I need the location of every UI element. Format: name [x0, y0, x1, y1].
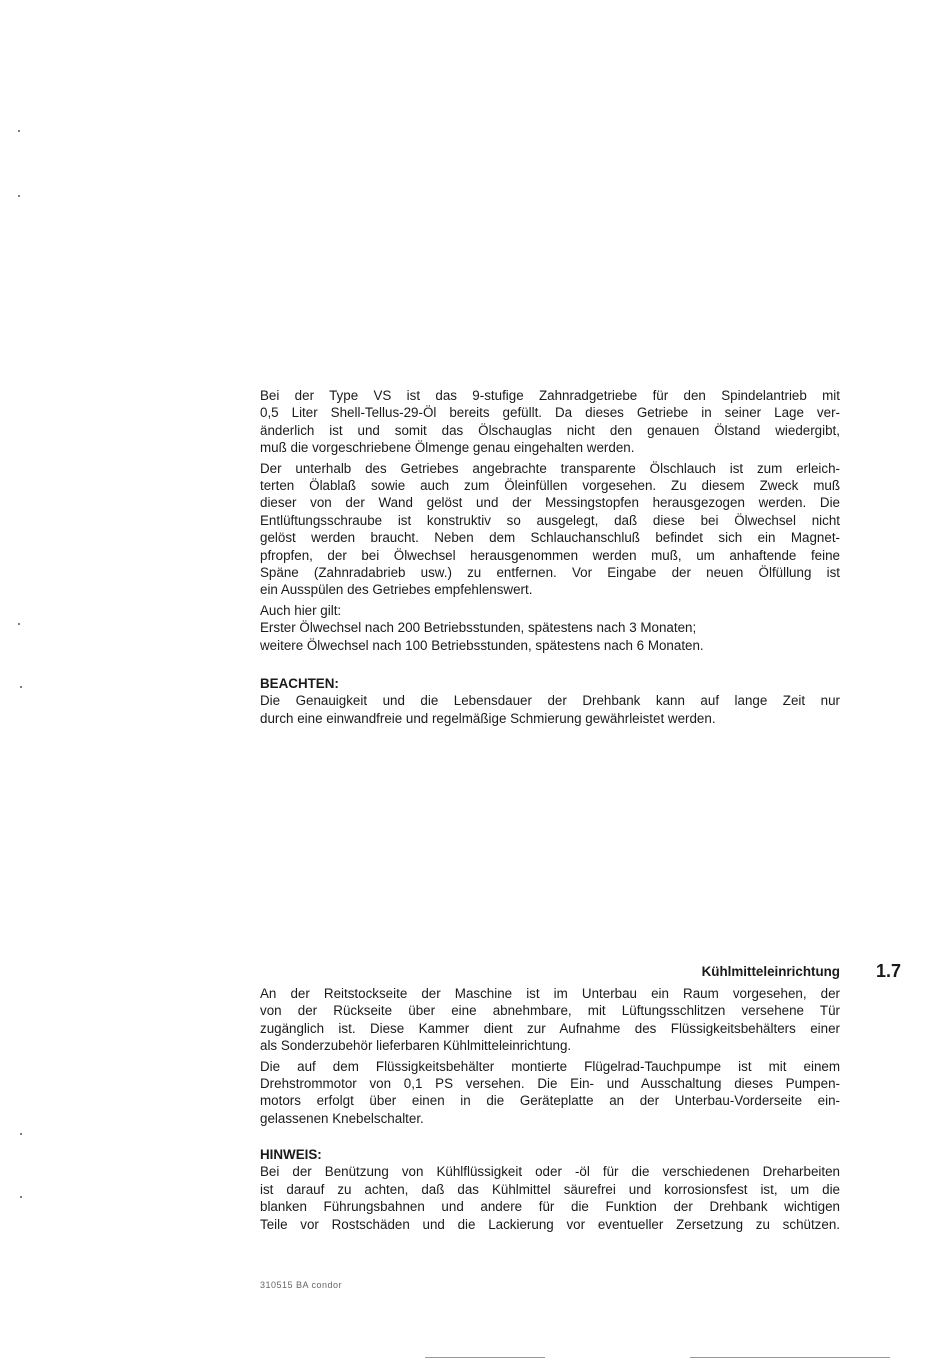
scan-speck	[20, 1196, 22, 1198]
note-block	[260, 675, 840, 727]
paragraph	[260, 387, 840, 457]
text-line: pfropfen, der bei Ölwechsel herausgenommen werden muß, um anhaftende feine	[260, 547, 840, 563]
text-line: als Sonderzubehör lieferbaren Kühlmitteleinrichtung.	[260, 1038, 572, 1054]
section-coolant	[260, 985, 840, 1127]
text-line: muß die vorgeschriebene Ölmenge genau eingehalten werden.	[260, 440, 635, 456]
text-line: Drehstrommotor von 0,1 PS versehen. Die Ein- und Ausschaltung dieses Pumpen-	[260, 1076, 840, 1092]
text-line: gelassenen Knebelschalter.	[260, 1110, 424, 1126]
text-line: Teile vor Rostschäden und die Lackierung vor eventueller Zersetzung zu schützen.	[260, 1216, 840, 1232]
text-line: ist darauf zu achten, daß das Kühlmittel säurefrei und korrosionsfest ist, um die	[260, 1181, 840, 1197]
text-line: änderlich ist und somit das Ölschauglas nicht den genauen Ölstand wiedergibt,	[260, 422, 840, 438]
text-line: Die auf dem Flüssigkeitsbehälter montierte Flügelrad-Tauchpumpe ist mit einem	[260, 1058, 840, 1074]
text-line: Bei der Benützung von Kühlflüssigkeit oder -öl für die verschiedenen Dreharbeiten	[260, 1164, 840, 1180]
text-line: Erster Ölwechsel nach 200 Betriebsstunden, spätestens nach 3 Monaten;	[260, 620, 697, 636]
text-line: dieser von der Wand gelöst und der Messingstopfen herausgezogen werden. Die	[260, 495, 840, 511]
hint-heading: HINWEIS:	[260, 1147, 322, 1162]
text-line: Späne (Zahnradabrieb usw.) zu entfernen. Vor Eingabe der neuen Ölfüllung ist	[260, 565, 840, 581]
scan-edge	[425, 1357, 545, 1358]
hint-block	[260, 1146, 840, 1233]
text-line: Entlüftungsschraube ist konstruktiv so ausgelegt, daß diese bei Ölwechsel nicht	[260, 512, 840, 528]
paragraph	[260, 985, 840, 1055]
text-line: Die Genauigkeit und die Lebensdauer der Drehbank kann auf lange Zeit nur	[260, 693, 840, 709]
scan-speck	[18, 195, 20, 197]
text-line: An der Reitstockseite der Maschine ist im Unterbau ein Raum vorgesehen, der	[260, 986, 840, 1001]
text-line: Der unterhalb des Getriebes angebrachte transparente Ölschlauch ist zum erleich-	[260, 460, 840, 476]
section-number: 1.7	[876, 961, 902, 981]
section-title: Kühlmitteleinrichtung	[701, 964, 840, 979]
footer-code: 310515 BA condor	[260, 1280, 343, 1290]
scan-speck	[20, 1133, 22, 1135]
text-line: weitere Ölwechsel nach 100 Betriebsstunden, spätestens nach 6 Monaten.	[260, 637, 704, 653]
text-line: Bei der Type VS ist das 9-stufige Zahnradgetriebe für den Spindelantrieb mit	[260, 388, 840, 403]
text-line: von der Rückseite über eine abnehmbare, mit Lüftungsschlitzen versehene Tür	[260, 1003, 840, 1019]
text-line: ein Ausspülen des Getriebes empfehlenswert.	[260, 582, 533, 598]
note-heading: BEACHTEN:	[260, 676, 339, 691]
text-line: 0,5 Liter Shell-Tellus-29-Öl bereits gefüllt. Da dieses Getriebe in seiner Lage ver-	[260, 405, 840, 421]
paragraph	[260, 460, 840, 599]
paragraph	[260, 1058, 840, 1128]
text-line: gelöst werden braucht. Neben dem Schlauchanschluß befindet sich ein Magnet-	[260, 530, 840, 546]
text-line: durch eine einwandfreie und regelmäßige Schmierung gewährleistet werden.	[260, 710, 716, 726]
text-line: blanken Führungsbahnen und andere für die Funktion der Drehbank wichtigen	[260, 1199, 840, 1215]
text-line: motors erfolgt über einen in die Geräteplatte an der Unterbau-Vorderseite ein-	[260, 1093, 840, 1109]
scan-speck	[20, 686, 22, 688]
scan-speck	[18, 623, 20, 625]
text-line: terten Ölablaß sowie auch zum Öleinfüllen vorgesehen. Zu diesem Zweck muß	[260, 478, 840, 494]
text-line: Auch hier gilt:	[260, 602, 342, 618]
section-oil	[260, 387, 840, 654]
scan-speck	[18, 130, 20, 132]
scan-edge	[690, 1357, 890, 1358]
paragraph	[260, 602, 840, 654]
text-line: zugänglich ist. Diese Kammer dient zur Aufnahme des Flüssigkeitsbehälters einer	[260, 1020, 840, 1036]
